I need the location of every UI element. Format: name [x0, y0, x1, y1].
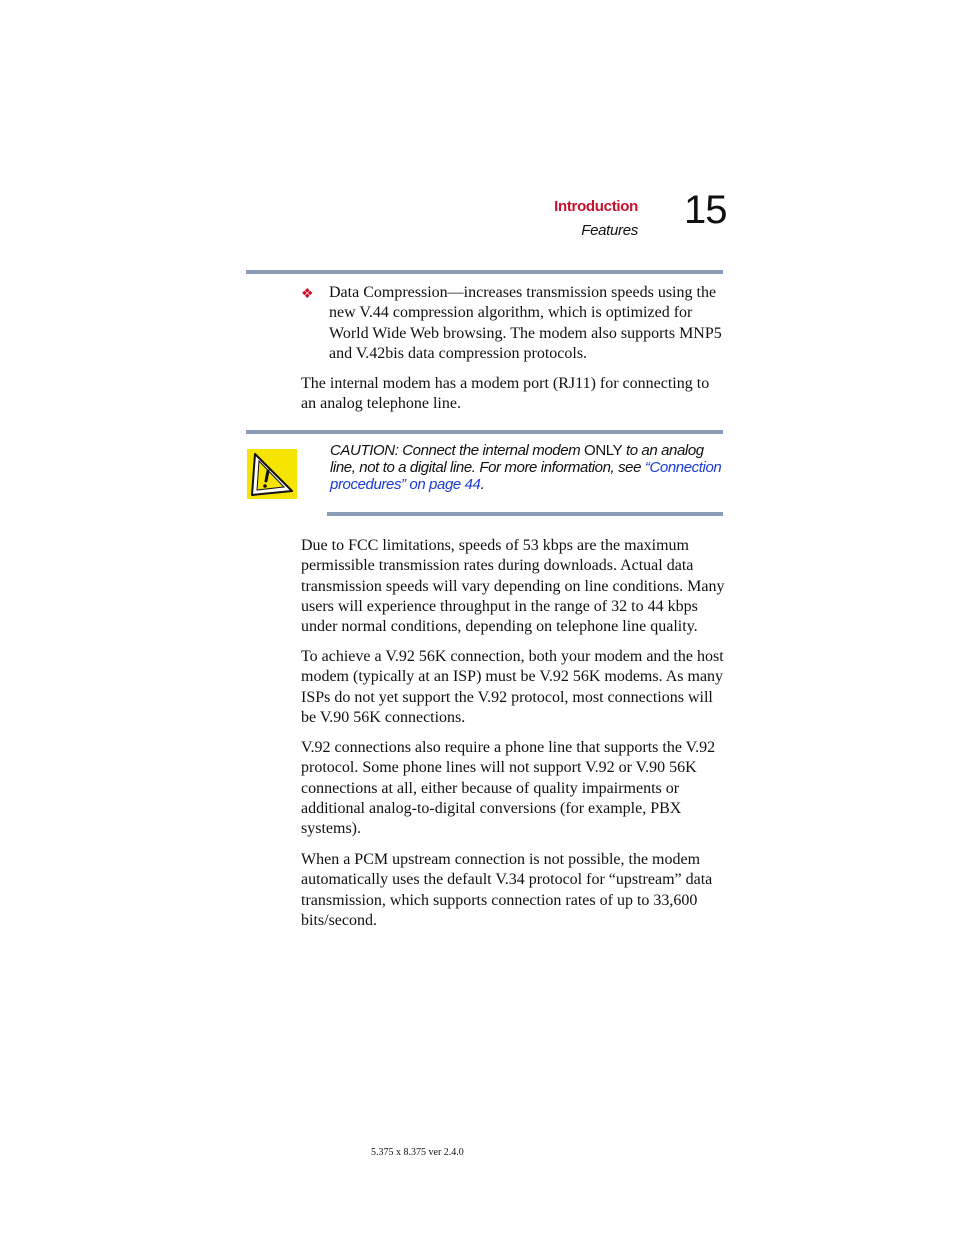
- bullet-data-compression: Data Compression—increases transmission speeds using the new V.44 compression algorithm, which is optimized for World Wide Web browsing. The modem also supports MNP5 and V.42bis data compression protocols.: [329, 284, 722, 362]
- paragraph-fcc-limitations: Due to FCC limitations, speeds of 53 kbps are the maximum permissible transmission rates during downloads. Actual data transmission speeds will vary depending on line conditions. Many users will experience throughput in the range of 32 to 44 kbps under normal conditions, depending on telephone line quality.: [301, 537, 725, 636]
- paragraph-modem-port: The internal modem has a modem port (RJ11) for connecting to an analog telephone line.: [301, 375, 710, 413]
- paragraph-pcm-upstream: When a PCM upstream connection is not possible, the modem automatically uses the default V.34 protocol for “upstream” data transmission, which supports connection rates of up to 33,600 bits/second.: [301, 851, 713, 929]
- paragraph-v92-connection: To achieve a V.92 56K connection, both your modem and the host modem (typically at an ISP) must be V.92 56K modems. As many ISPs do not yet support the V.92 protocol, most connections will be V.90 56K connections.: [301, 648, 724, 726]
- caution-bottom-rule: [327, 512, 723, 516]
- bullet-diamond-icon: ❖: [301, 287, 314, 302]
- header-rule: [246, 270, 723, 274]
- caution-note: [330, 442, 725, 493]
- running-header-subsection: Features: [581, 222, 638, 239]
- paragraph-v92-phone-line: V.92 connections also require a phone line that supports the V.92 protocol. Some phone lines will not support V.92 or V.90 56K connections at all, either because of quality impairments or additional analog-to-digital conversions (for example, PBX systems).: [301, 739, 716, 838]
- caution-emphasis-only: ONLY: [584, 442, 623, 459]
- running-header-section: Introduction: [554, 198, 638, 215]
- caution-text-part4: .: [480, 476, 485, 493]
- warning-triangle-icon: [247, 449, 297, 499]
- page-footer: 5.375 x 8.375 ver 2.4.0: [371, 1147, 464, 1158]
- caution-text-part1: CAUTION: Connect the internal modem: [330, 442, 585, 459]
- page-number: 15: [684, 188, 727, 232]
- caution-text-part3: to an analog line, not to a digital line. For more information, see: [330, 442, 704, 476]
- connection-procedures-link[interactable]: “Connection procedures” on page 44: [330, 459, 722, 493]
- caution-top-rule: [246, 430, 723, 434]
